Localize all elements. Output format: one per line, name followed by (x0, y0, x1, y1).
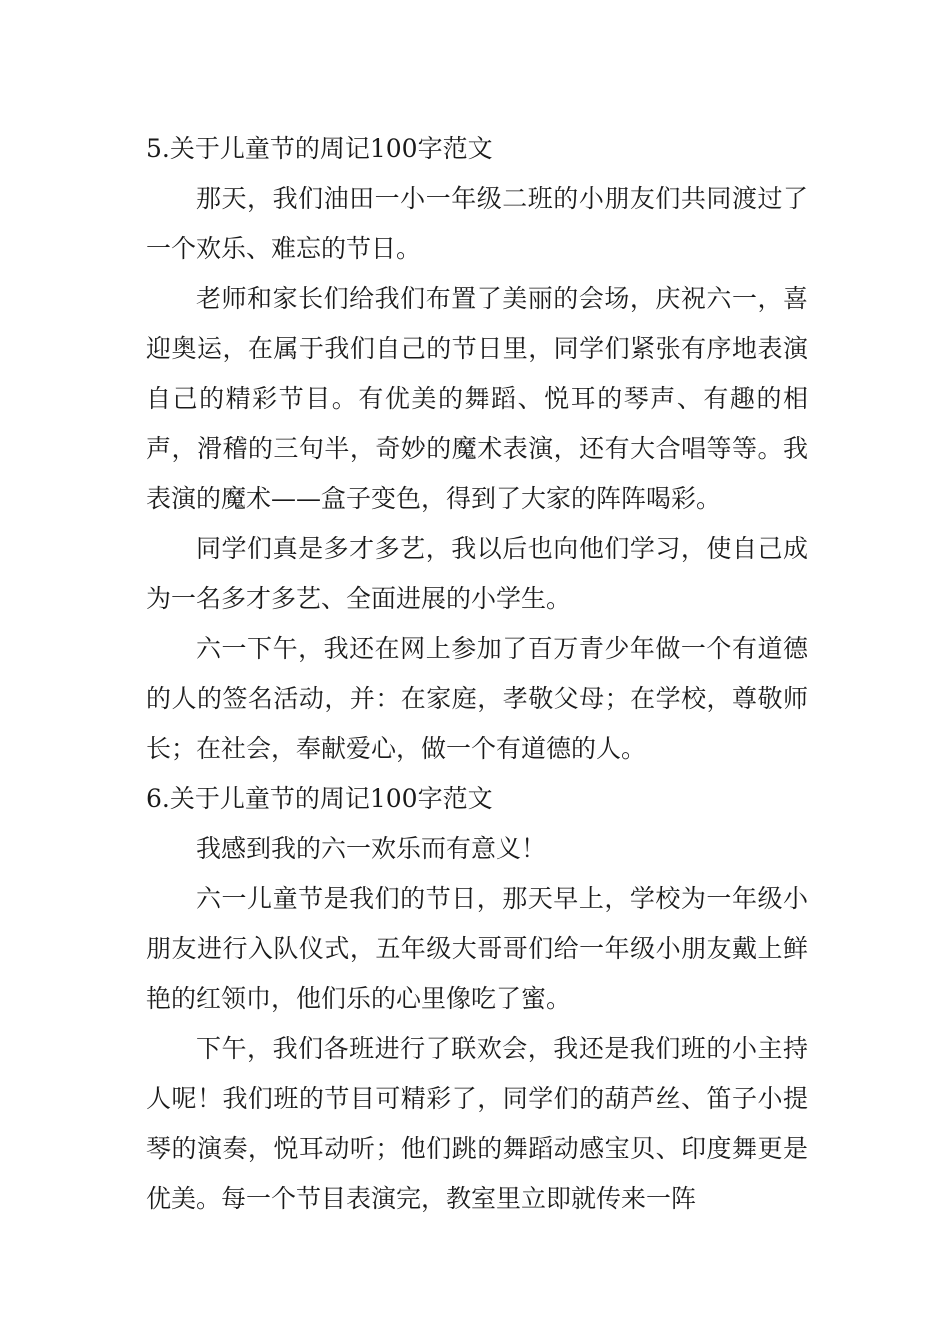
paragraph: 老师和家长们给我们布置了美丽的会场，庆祝六一，喜迎奥运，在属于我们自己的节日里，同学们紧张有序地表演自己的精彩节目。有优美的舞蹈、悦耳的琴声、有趣的相声，滑稽的三句半，奇妙的魔术表演，还有大合唱等等。我表演的魔术——盒子变色，得到了大家的阵阵喝彩。 (146, 284, 808, 513)
paragraph: 那天，我们油田一小一年级二班的小朋友们共同渡过了一个欢乐、难忘的节日。 (146, 184, 808, 263)
paragraph: 六一下午，我还在网上参加了百万青少年做一个有道德的人的签名活动，并：在家庭，孝敬父母；在学校，尊敬师长；在社会，奉献爱心，做一个有道德的人。 (146, 634, 808, 763)
paragraph: 六一儿童节是我们的节日，那天早上，学校为一年级小朋友进行入队仪式，五年级大哥哥们给一年级小朋友戴上鲜艳的红领巾，他们乐的心里像吃了蜜。 (146, 884, 808, 1013)
paragraph: 下午，我们各班进行了联欢会，我还是我们班的小主持人呢！我们班的节目可精彩了，同学们的葫芦丝、笛子小提琴的演奏，悦耳动听；他们跳的舞蹈动感宝贝、印度舞更是优美。每一个节目表演完，教室里立即就传来一阵 (146, 1034, 808, 1213)
document-body (146, 124, 808, 1224)
section-heading: 5.关于儿童节的周记100字范文 (146, 134, 493, 163)
paragraph: 我感到我的六一欢乐而有意义！ (196, 834, 547, 863)
paragraph: 同学们真是多才多艺，我以后也向他们学习，使自己成为一名多才多艺、全面进展的小学生。 (146, 534, 808, 613)
section-heading: 6.关于儿童节的周记100字范文 (146, 784, 493, 813)
